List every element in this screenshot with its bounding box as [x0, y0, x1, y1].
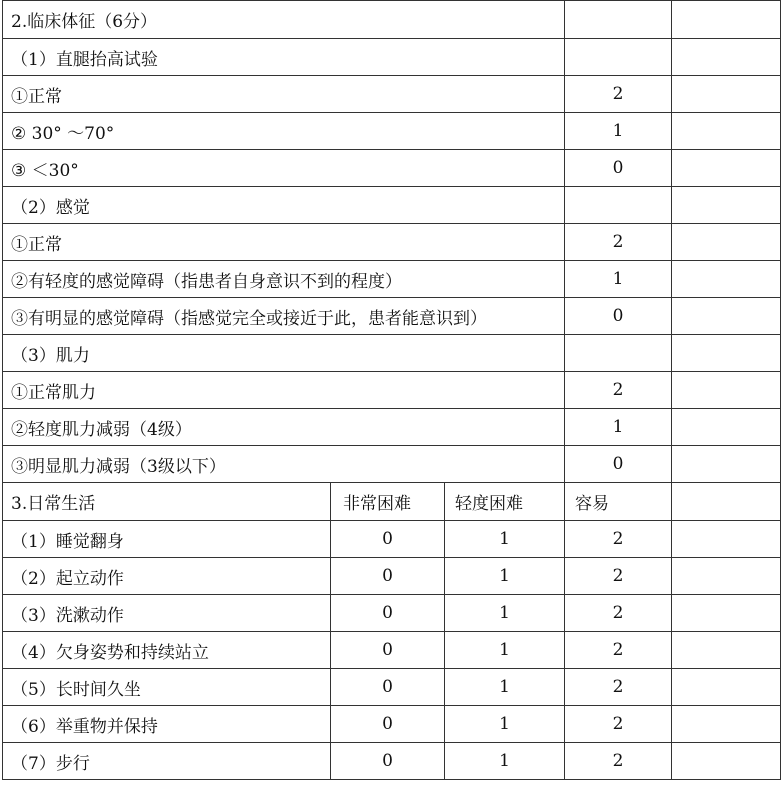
section-title-clinical-signs: 2.临床体征（6分） [3, 1, 565, 39]
subsection-title-slr: （1）直腿抬高试验 [3, 39, 565, 76]
daily-item-label: （6）举重物并保持 [3, 706, 331, 743]
blank-cell [672, 446, 781, 483]
item-row [3, 113, 781, 150]
daily-score-easy: 2 [565, 743, 672, 780]
item-row [3, 224, 781, 261]
blank-cell [672, 743, 781, 780]
item-score: 0 [565, 150, 672, 187]
daily-item-row [3, 595, 781, 632]
daily-item-row [3, 558, 781, 595]
subsection-row-slr [3, 39, 781, 76]
daily-score-easy: 2 [565, 669, 672, 706]
daily-score-very-difficult: 0 [331, 521, 445, 558]
item-score: 2 [565, 224, 672, 261]
score-cell [565, 1, 672, 39]
score-cell [565, 39, 672, 76]
blank-cell [672, 632, 781, 669]
blank-cell [672, 372, 781, 409]
daily-score-slightly-difficult: 1 [445, 669, 565, 706]
item-score: 0 [565, 446, 672, 483]
score-cell [565, 335, 672, 372]
daily-item-label: （3）洗漱动作 [3, 595, 331, 632]
item-label: ①正常肌力 [3, 372, 565, 409]
item-row [3, 372, 781, 409]
daily-score-very-difficult: 0 [331, 706, 445, 743]
daily-item-label: （5）长时间久坐 [3, 669, 331, 706]
item-label: ①正常 [3, 224, 565, 261]
subsection-title-muscle: （3）肌力 [3, 335, 565, 372]
blank-cell [672, 261, 781, 298]
daily-score-slightly-difficult: 1 [445, 706, 565, 743]
blank-cell [672, 669, 781, 706]
subsection-row-muscle [3, 335, 781, 372]
item-row [3, 150, 781, 187]
header-easy: 容易 [565, 483, 672, 521]
daily-score-very-difficult: 0 [331, 558, 445, 595]
blank-cell [672, 706, 781, 743]
daily-item-row [3, 706, 781, 743]
daily-item-row [3, 743, 781, 780]
daily-score-slightly-difficult: 1 [445, 558, 565, 595]
item-score: 0 [565, 298, 672, 335]
blank-cell [672, 113, 781, 150]
item-row [3, 76, 781, 113]
blank-cell [672, 39, 781, 76]
daily-item-row [3, 632, 781, 669]
item-score: 2 [565, 372, 672, 409]
daily-score-very-difficult: 0 [331, 595, 445, 632]
item-row [3, 446, 781, 483]
header-very-difficult: 非常困难 [331, 483, 445, 521]
item-label: ② 30° ～70° [3, 113, 565, 150]
item-row [3, 261, 781, 298]
daily-score-easy: 2 [565, 632, 672, 669]
blank-cell [672, 187, 781, 224]
blank-cell [672, 150, 781, 187]
item-score: 1 [565, 261, 672, 298]
daily-item-label: （4）欠身姿势和持续站立 [3, 632, 331, 669]
daily-score-slightly-difficult: 1 [445, 632, 565, 669]
blank-cell [672, 1, 781, 39]
daily-score-easy: 2 [565, 595, 672, 632]
item-score: 1 [565, 113, 672, 150]
daily-item-label: （7）步行 [3, 743, 331, 780]
item-score: 1 [565, 409, 672, 446]
blank-cell [672, 298, 781, 335]
daily-score-easy: 2 [565, 521, 672, 558]
daily-score-easy: 2 [565, 558, 672, 595]
section-title-daily-life: 3.日常生活 [3, 483, 331, 521]
item-score: 2 [565, 76, 672, 113]
blank-cell [672, 595, 781, 632]
item-label: ③明显肌力减弱（3级以下） [3, 446, 565, 483]
daily-score-slightly-difficult: 1 [445, 743, 565, 780]
daily-score-very-difficult: 0 [331, 743, 445, 780]
daily-score-very-difficult: 0 [331, 669, 445, 706]
blank-cell [672, 558, 781, 595]
item-label: ③ ＜30° [3, 150, 565, 187]
daily-item-row [3, 521, 781, 558]
item-row [3, 298, 781, 335]
header-slightly-difficult: 轻度困难 [445, 483, 565, 521]
daily-item-row [3, 669, 781, 706]
section-row-daily-life [3, 483, 781, 521]
subsection-title-sensation: （2）感觉 [3, 187, 565, 224]
daily-score-easy: 2 [565, 706, 672, 743]
blank-cell [672, 521, 781, 558]
item-label: ③有明显的感觉障碍（指感觉完全或接近于此，患者能意识到） [3, 298, 565, 335]
item-row [3, 409, 781, 446]
item-label: ②轻度肌力减弱（4级） [3, 409, 565, 446]
blank-cell [672, 335, 781, 372]
daily-item-label: （1）睡觉翻身 [3, 521, 331, 558]
scoring-table [2, 0, 781, 780]
blank-cell [672, 409, 781, 446]
daily-score-very-difficult: 0 [331, 632, 445, 669]
daily-score-slightly-difficult: 1 [445, 595, 565, 632]
item-label: ①正常 [3, 76, 565, 113]
blank-cell [672, 224, 781, 261]
blank-cell [672, 483, 781, 521]
section-row-clinical-signs [3, 1, 781, 39]
daily-item-label: （2）起立动作 [3, 558, 331, 595]
subsection-row-sensation [3, 187, 781, 224]
item-label: ②有轻度的感觉障碍（指患者自身意识不到的程度） [3, 261, 565, 298]
blank-cell [672, 76, 781, 113]
score-cell [565, 187, 672, 224]
daily-score-slightly-difficult: 1 [445, 521, 565, 558]
